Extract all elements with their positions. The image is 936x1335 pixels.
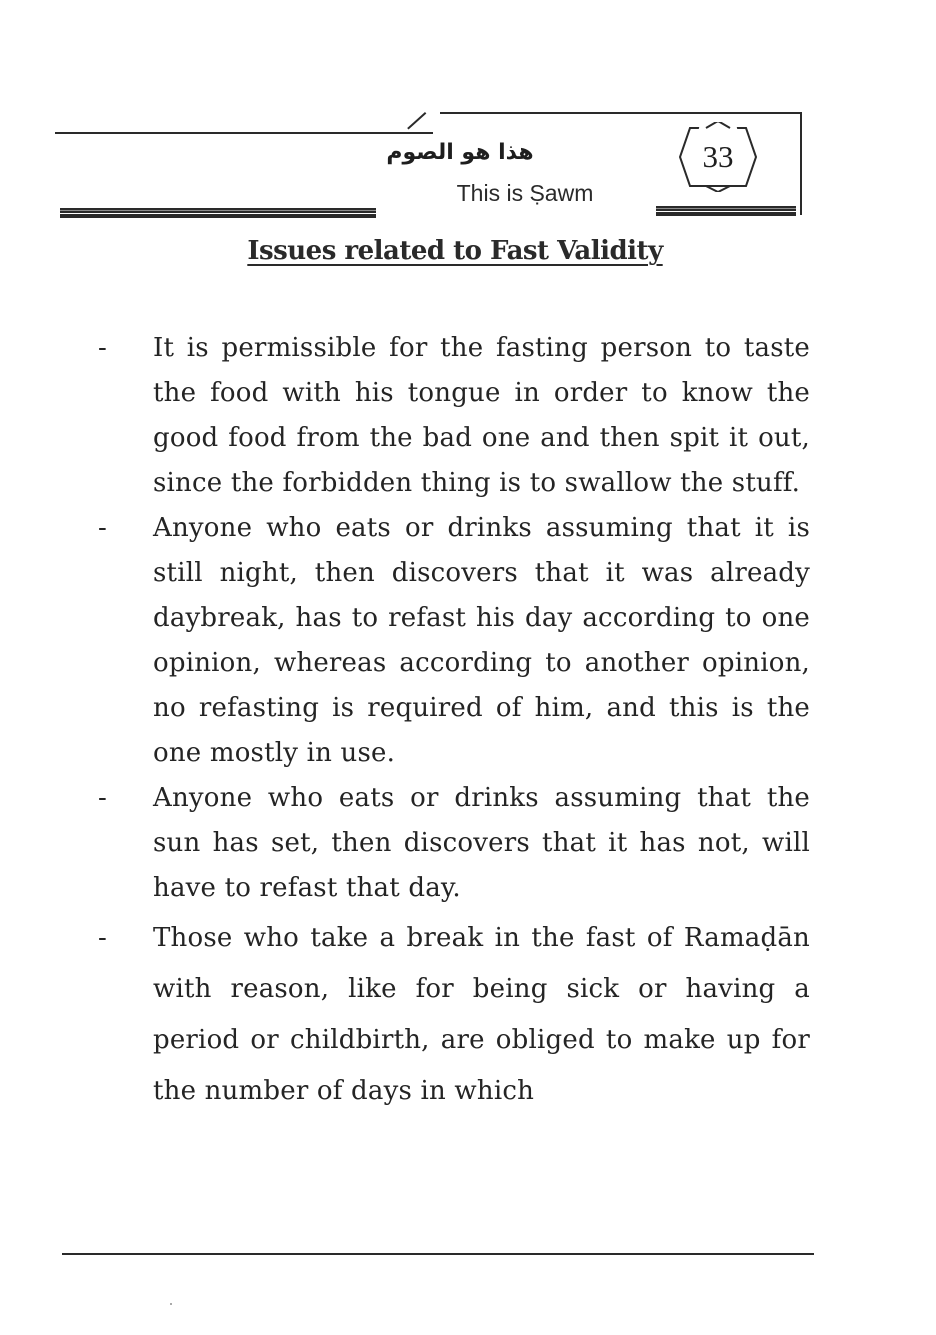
header-rule-left: [55, 132, 433, 134]
header-rule-right: [440, 112, 802, 114]
header-rule-slant: [407, 112, 426, 130]
header-rule-vertical: [800, 112, 802, 215]
bullet-marker: -: [98, 333, 107, 363]
rules-list: [98, 326, 810, 1117]
list-item-text: Anyone who eats or drinks assuming that the sun has set, then discovers that it has not, will have to refast that day.: [153, 783, 810, 903]
header-double-rule-right: [656, 206, 796, 216]
header-double-rule-left: [60, 208, 376, 218]
header-english-title: This is Ṣawm: [456, 180, 594, 206]
list-item-text: It is permissible for the fasting person to taste the food with his tongue in order to know the good food from the bad one and then spit it out, since the forbidden thing is to swallow the stuff.: [153, 333, 810, 498]
bullet-marker: -: [98, 513, 107, 543]
header-arabic-title: هذا هو الصوم: [386, 140, 534, 165]
page-number-badge: [676, 122, 760, 192]
list-item: [98, 506, 810, 776]
page-number: 33: [702, 139, 734, 174]
scan-speck: [170, 1303, 172, 1305]
bullet-marker: -: [98, 923, 107, 953]
list-item: [98, 776, 810, 911]
section-title: Issues related to Fast Validity: [247, 236, 663, 266]
list-item-text: Those who take a break in the fast of Ramaḍān with reason, like for being sick or having a period or childbirth, are obliged to make up for the number of days in which: [153, 923, 810, 1106]
list-item: [98, 326, 810, 506]
footer-rule: [62, 1253, 814, 1255]
bullet-marker: -: [98, 783, 107, 813]
list-item: [98, 913, 810, 1117]
list-item-text: Anyone who eats or drinks assuming that it is still night, then discovers that it was already daybreak, has to refast his day according to one opinion, whereas according to another opinion, no refasting is required of him, and this is the one mostly in use.: [153, 513, 810, 768]
